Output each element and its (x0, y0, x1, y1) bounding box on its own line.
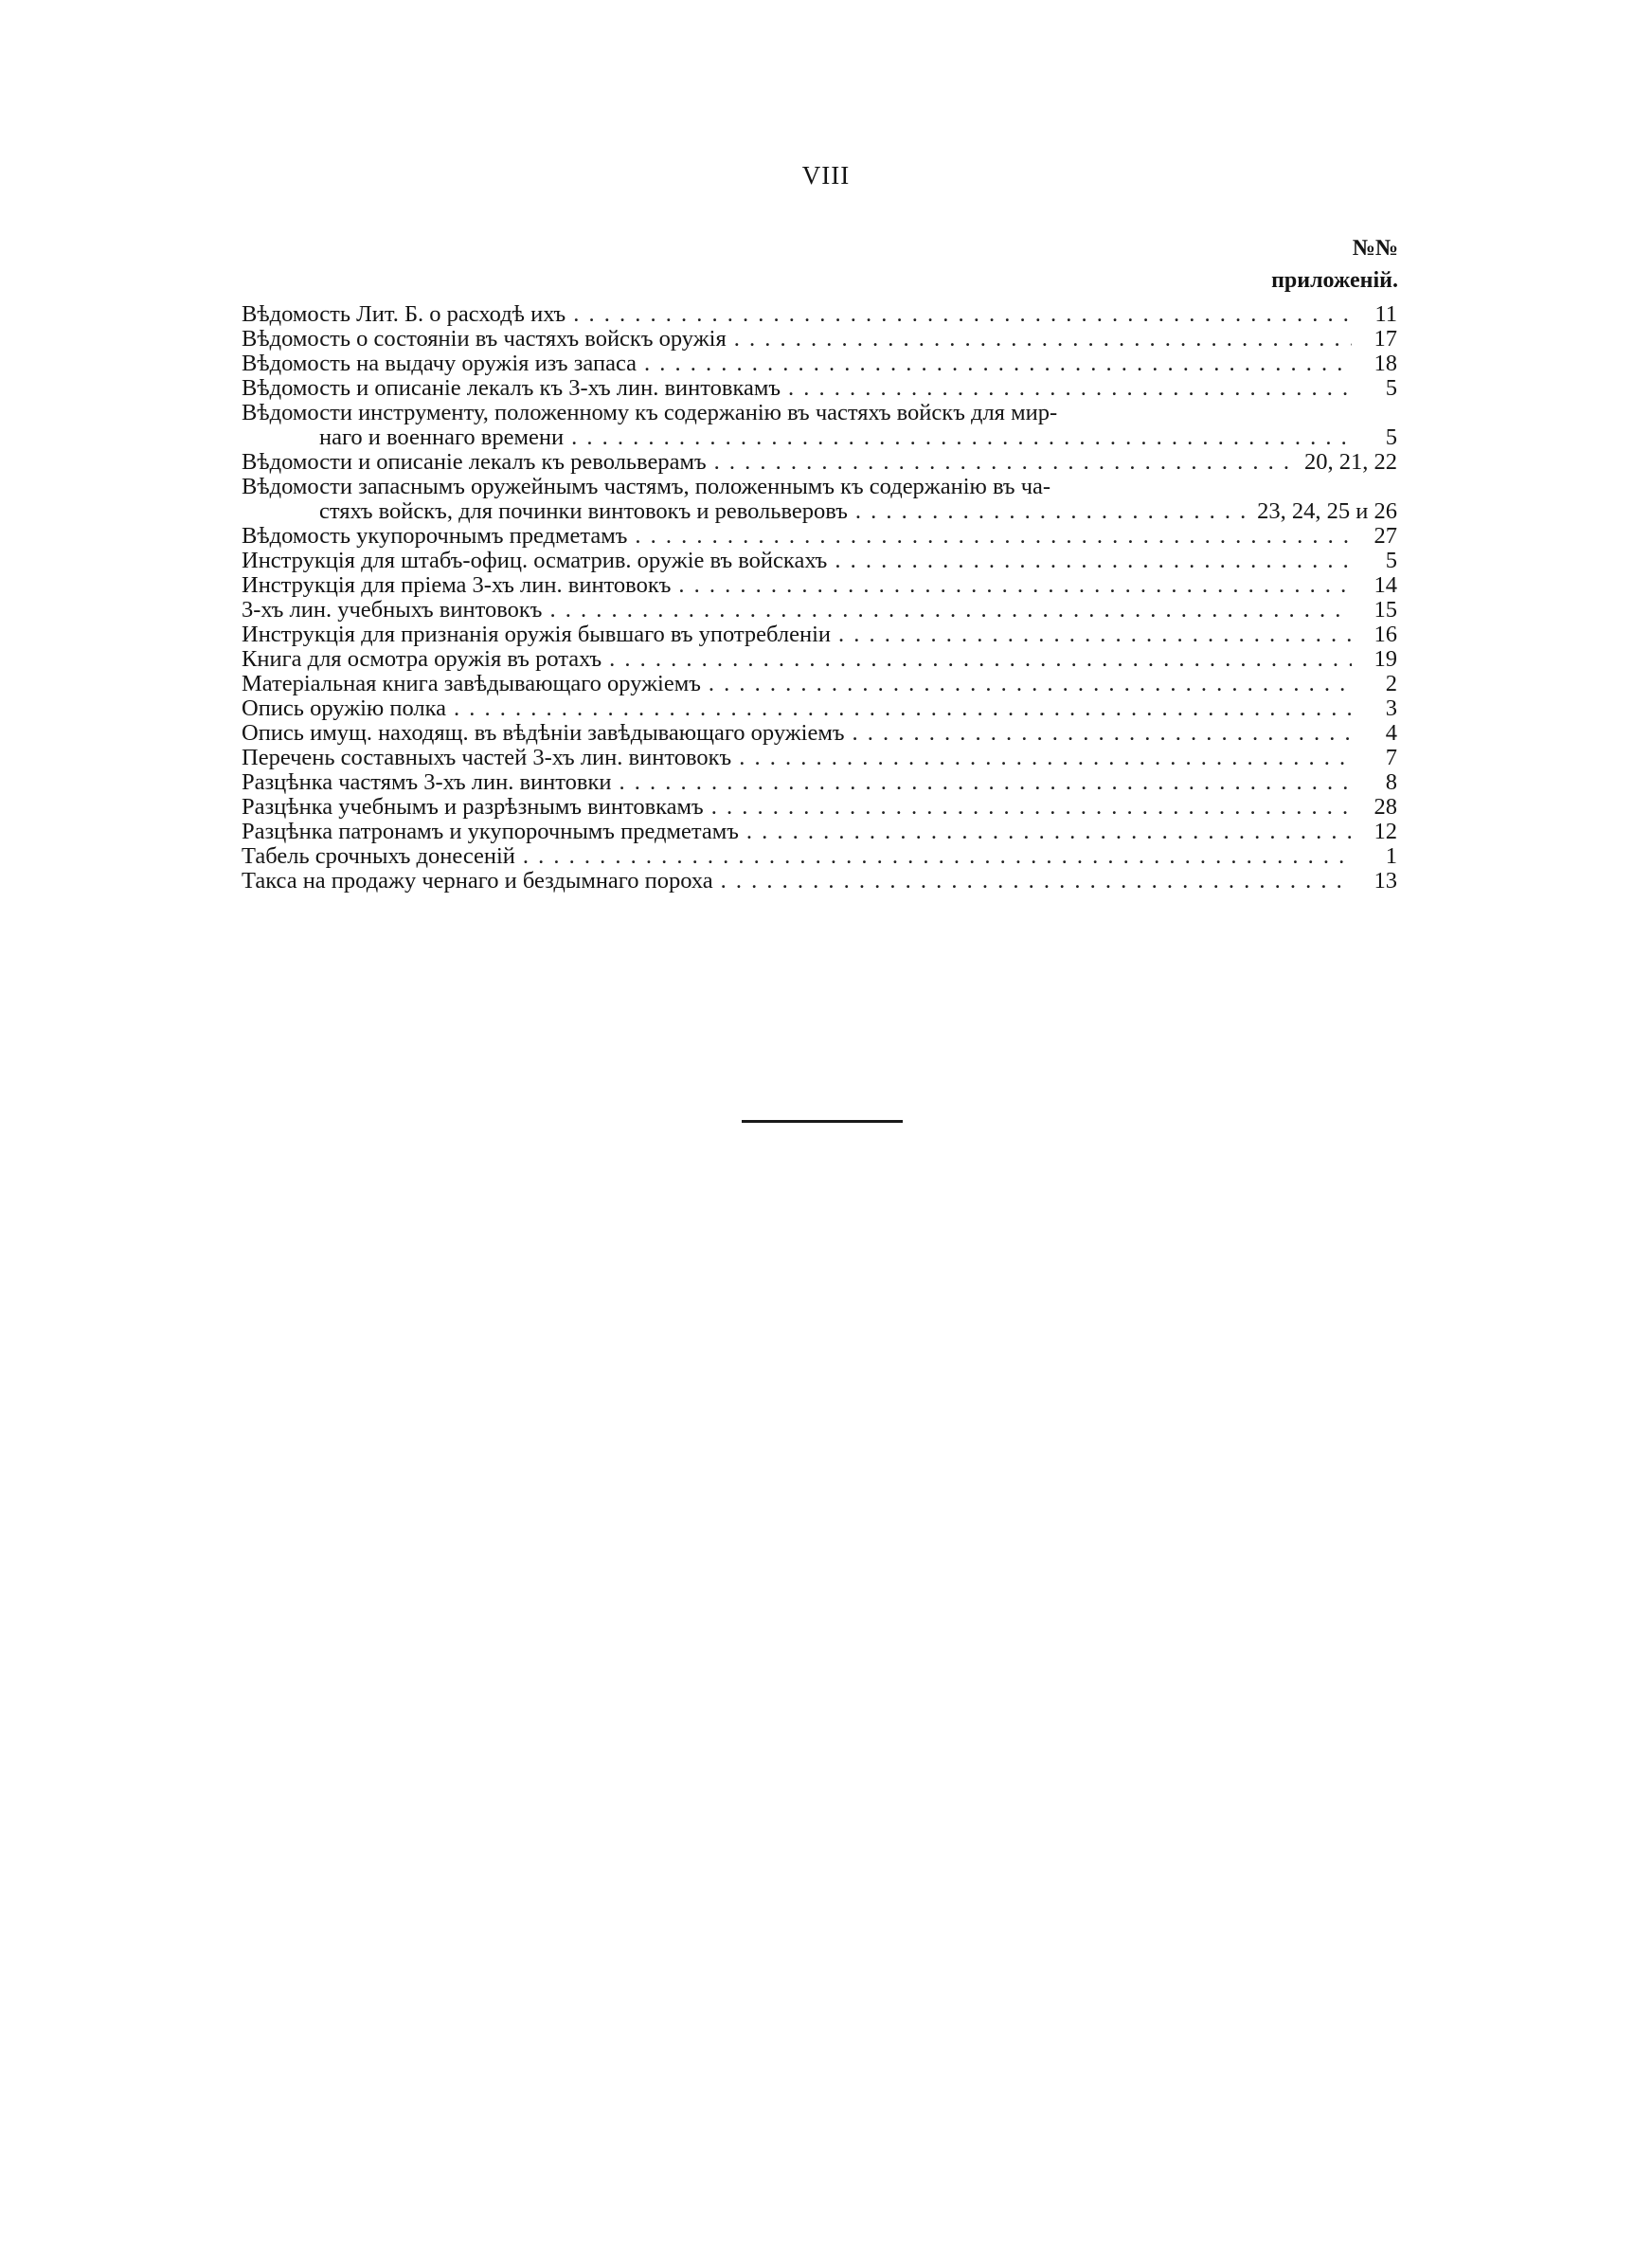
dot-leader (855, 499, 1249, 524)
toc-entry (242, 770, 1397, 795)
toc-entry-text: Вѣдомость о состояніи въ частяхъ войскъ оружія (242, 326, 727, 352)
toc-entry-text: 3-хъ лин. учебныхъ винтовокъ (242, 597, 543, 623)
appendix-number: 18 (1374, 351, 1397, 376)
appendix-number: 8 (1385, 769, 1397, 795)
toc-entry (242, 327, 1397, 352)
toc-entry-continuation (242, 499, 1397, 524)
toc-entry (242, 524, 1397, 549)
toc-entry-text: Инструкція для признанія оружія бывшаго въ употребленіи (242, 622, 832, 647)
dot-leader (573, 302, 1352, 327)
toc-entry-text: Книга для осмотра оружія въ ротахъ (242, 646, 602, 672)
appendix-number: 1 (1385, 843, 1397, 869)
toc-entry-text: Инструкція для штабъ-офиц. осматрив. оружіе въ войскахъ (242, 548, 828, 573)
appendix-column-header (1271, 232, 1398, 297)
header-label: приложеній. (1271, 268, 1398, 293)
separator-rule (742, 1120, 903, 1123)
appendix-number: 2 (1385, 671, 1397, 696)
dot-leader (644, 352, 1352, 376)
appendix-number: 27 (1374, 523, 1397, 549)
toc-entry (242, 672, 1397, 696)
toc-entry-text: Табель срочныхъ донесеній (242, 843, 515, 869)
toc-entry-text-continued: наго и военнаго времени (319, 424, 565, 450)
toc-entry (242, 623, 1397, 647)
toc-entry (242, 647, 1397, 672)
toc-entry (242, 450, 1397, 475)
toc-entry (242, 869, 1397, 894)
header-numero: №№ (1352, 236, 1398, 261)
toc-entry-text: Вѣдомости инструменту, положенному къ содержанію въ частяхъ войскъ для мир- (242, 400, 1058, 425)
appendix-number: 11 (1374, 301, 1397, 327)
toc-entry-text: Вѣдомость укупорочнымъ предметамъ (242, 523, 628, 549)
toc-entry (242, 549, 1397, 573)
appendix-number: 4 (1385, 720, 1397, 746)
toc-entry (242, 820, 1397, 844)
toc-entry-text: Перечень составныхъ частей 3-хъ лин. винтовокъ (242, 745, 732, 770)
toc-entry-text-continued: стяхъ войскъ, для починки винтовокъ и револьверовъ (319, 498, 848, 524)
toc-entry-text: Разцѣнка частямъ 3-хъ лин. винтовки (242, 769, 612, 795)
dot-leader (454, 696, 1352, 721)
toc-entry (242, 401, 1397, 425)
appendix-number: 7 (1385, 745, 1397, 770)
toc-entry-text: Вѣдомость Лит. Б. о расходѣ ихъ (242, 301, 566, 327)
appendix-number: 12 (1374, 819, 1397, 844)
dot-leader (549, 598, 1352, 623)
toc-entry-text: Вѣдомости запаснымъ оружейнымъ частямъ, положеннымъ къ содержанію въ ча- (242, 474, 1051, 499)
dot-leader (678, 573, 1352, 598)
appendix-number: 28 (1374, 794, 1397, 820)
toc-entry-text: Вѣдомость и описаніе лекалъ къ 3-хъ лин. винтовкамъ (242, 375, 781, 401)
dot-leader (619, 770, 1352, 795)
toc-entry (242, 598, 1397, 623)
toc-entry-text: Инструкція для пріема 3-хъ лин. винтовокъ (242, 572, 672, 598)
appendix-number: 5 (1385, 548, 1397, 573)
toc-entry (242, 795, 1397, 820)
dot-leader (739, 746, 1352, 770)
table-of-contents (242, 302, 1397, 894)
toc-entry (242, 844, 1397, 869)
dot-leader (571, 425, 1352, 450)
dot-leader (746, 820, 1352, 844)
dot-leader (788, 376, 1352, 401)
appendix-number: 20, 21, 22 (1304, 449, 1397, 475)
dot-leader (734, 327, 1352, 352)
appendix-number: 16 (1374, 622, 1397, 647)
toc-entry (242, 376, 1397, 401)
appendix-number: 19 (1374, 646, 1397, 672)
page-number: VIII (801, 161, 851, 190)
dot-leader (635, 524, 1352, 549)
toc-entry-text: Матеріальная книга завѣдывающаго оружіемъ (242, 671, 701, 696)
dot-leader (523, 844, 1352, 869)
appendix-number: 23, 24, 25 и 26 (1257, 498, 1397, 524)
toc-entry-text: Разцѣнка патронамъ и укупорочнымъ предметамъ (242, 819, 739, 844)
toc-entry-text: Такса на продажу чернаго и бездымнаго пороха (242, 868, 713, 894)
dot-leader (609, 647, 1352, 672)
appendix-number: 3 (1385, 695, 1397, 721)
toc-entry-text: Разцѣнка учебнымъ и разрѣзнымъ винтовкамъ (242, 794, 704, 820)
appendix-number: 17 (1374, 326, 1397, 352)
dot-leader (835, 549, 1352, 573)
dot-leader (853, 721, 1352, 746)
appendix-number: 13 (1374, 868, 1397, 894)
toc-entry-text: Опись оружію полка (242, 695, 447, 721)
appendix-number: 15 (1374, 597, 1397, 623)
toc-entry (242, 721, 1397, 746)
dot-leader (711, 795, 1352, 820)
dot-leader (709, 672, 1352, 696)
toc-entry (242, 696, 1397, 721)
toc-entry-text: Вѣдомости и описаніе лекалъ къ револьверамъ (242, 449, 707, 475)
dot-leader (714, 450, 1297, 475)
toc-entry-text: Вѣдомость на выдачу оружія изъ запаса (242, 351, 637, 376)
toc-entry-text: Опись имущ. находящ. въ вѣдѣніи завѣдывающаго оружіемъ (242, 720, 845, 746)
toc-entry (242, 573, 1397, 598)
appendix-number: 5 (1385, 424, 1397, 450)
toc-entry (242, 352, 1397, 376)
appendix-number: 5 (1385, 375, 1397, 401)
toc-entry (242, 746, 1397, 770)
appendix-number: 14 (1374, 572, 1397, 598)
toc-entry (242, 302, 1397, 327)
dot-leader (838, 623, 1352, 647)
dot-leader (721, 869, 1352, 894)
toc-entry-continuation (242, 425, 1397, 450)
toc-entry (242, 475, 1397, 499)
